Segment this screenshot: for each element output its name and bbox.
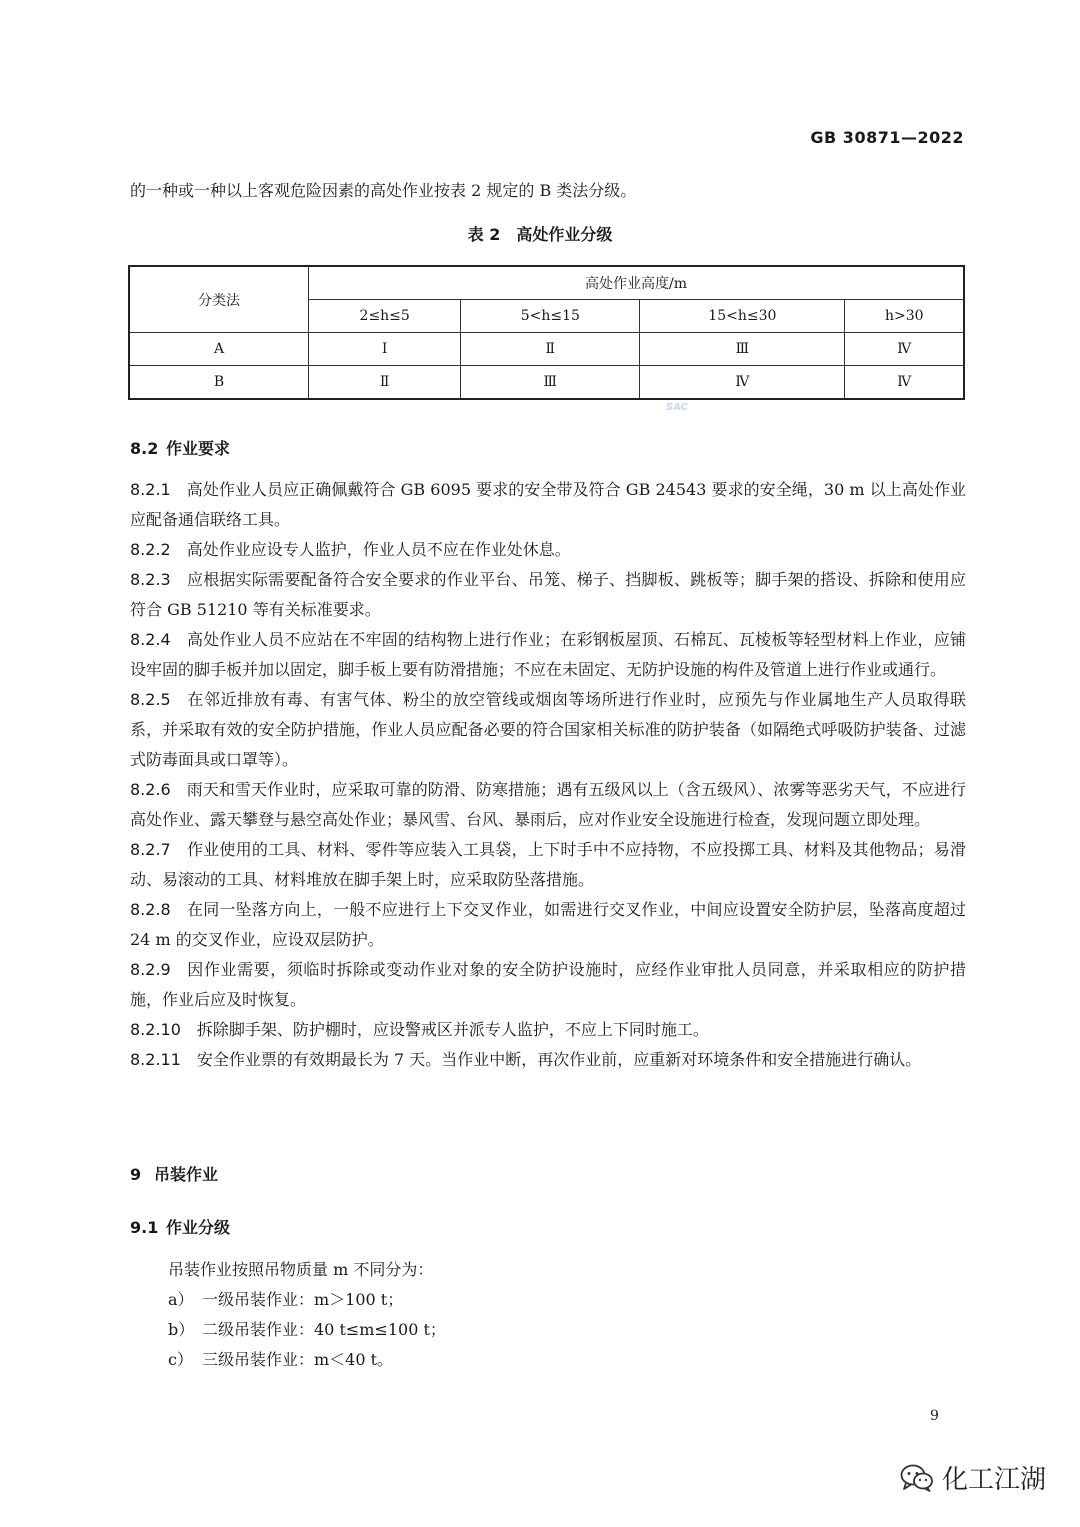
grade-cell: Ⅲ	[640, 333, 845, 366]
clause-text: 在同一坠落方向上，一般不应进行上下交叉作业，如需进行交叉作业，中间应设置安全防护层，坠落高度超过 24 m 的交叉作业，应设双层防护。	[130, 900, 966, 949]
section-number: 8.2	[130, 439, 159, 458]
clause-item	[130, 625, 966, 685]
clause-text: 因作业需要，须临时拆除或变动作业对象的安全防护设施时，应经作业审批人员同意，并采取相应的防护措施，作业后应及时恢复。	[130, 960, 966, 1009]
table-row	[129, 333, 964, 366]
clause-item	[130, 835, 966, 895]
clause-number: 8.2.7	[130, 840, 171, 859]
item-marker: a）	[168, 1290, 194, 1309]
grade-cell: Ⅳ	[845, 366, 964, 400]
clause-item	[130, 775, 966, 835]
grade-cell: Ⅳ	[845, 333, 964, 366]
section-title: 吊装作业	[154, 1165, 219, 1184]
section-9-heading	[130, 1162, 218, 1185]
clause-number: 8.2.8	[130, 900, 171, 919]
clause-number: 8.2.9	[130, 960, 171, 979]
clause-text: 拆除脚手架、防护棚时，应设警戒区并派专人监护，不应上下同时施工。	[196, 1020, 709, 1039]
section-number: 9	[130, 1165, 142, 1184]
row-label: B	[129, 366, 309, 400]
section-title: 作业分级	[166, 1218, 231, 1237]
clause-item	[130, 1015, 966, 1045]
list-item	[168, 1285, 968, 1315]
wechat-icon	[900, 1464, 934, 1492]
work-at-height-grade-table	[128, 265, 965, 400]
clause-text: 雨天和雪天作业时，应采取可靠的防滑、防寒措施；遇有五级风以上（含五级风）、浓雾等恶劣天气，不应进行高处作业、露天攀登与悬空高处作业；暴风雪、台风、暴雨后，应对作业安全设施进行检查，发现问题立即处理。	[130, 780, 966, 829]
clause-item	[130, 955, 966, 1015]
group-header-cell: 高处作业高度/m	[309, 266, 965, 300]
clause-number: 8.2.10	[130, 1020, 181, 1039]
table-header-row	[129, 266, 964, 300]
clause-item	[130, 475, 966, 535]
clause-text: 应根据实际需要配备符合安全要求的作业平台、吊笼、梯子、挡脚板、跳板等；脚手架的搭设、拆除和使用应符合 GB 51210 等有关标准要求。	[130, 570, 966, 619]
clause-item	[130, 1045, 966, 1075]
clause-number: 8.2.2	[130, 540, 171, 559]
clause-number: 8.2.5	[130, 690, 171, 709]
standard-number: GB 30871—2022	[810, 128, 964, 147]
column-header: 15<h≤30	[640, 300, 845, 333]
wechat-account-name: 化工江湖	[942, 1465, 1047, 1495]
section-number: 9.1	[130, 1218, 159, 1237]
clause-item	[130, 895, 966, 955]
sac-watermark: SAC	[666, 402, 688, 413]
list-lead: 吊装作业按照吊物质量 m 不同分为：	[168, 1260, 434, 1279]
grade-cell: Ⅰ	[309, 333, 461, 366]
list-item	[168, 1345, 968, 1375]
grade-cell: Ⅲ	[461, 366, 640, 400]
item-text: 三级吊装作业：m＜40 t。	[202, 1350, 394, 1369]
section-8-2-heading	[130, 436, 230, 459]
grade-cell: Ⅱ	[461, 333, 640, 366]
grade-cell: Ⅳ	[640, 366, 845, 400]
clause-number: 8.2.11	[130, 1050, 181, 1069]
lifting-grade-list	[168, 1255, 968, 1375]
clause-number: 8.2.1	[130, 480, 171, 499]
wechat-account-tag	[900, 1459, 1046, 1496]
grade-cell: Ⅱ	[309, 366, 461, 400]
clause-number: 8.2.6	[130, 780, 171, 799]
clause-text: 安全作业票的有效期最长为 7 天。当作业中断，再次作业前，应重新对环境条件和安全措施进行确认。	[196, 1050, 922, 1069]
clause-number: 8.2.4	[130, 630, 171, 649]
clause-text: 作业使用的工具、材料、零件等应装入工具袋，上下时手中不应持物，不应投掷工具、材料及其他物品；易滑动、易滚动的工具、材料堆放在脚手架上时，应采取防坠落措施。	[130, 840, 966, 889]
page-number: 9	[930, 1408, 939, 1424]
clause-text: 在邻近排放有毒、有害气体、粉尘的放空管线或烟囱等场所进行作业时，应预先与作业属地生产人员取得联系，并采取有效的安全防护措施，作业人员应配备必要的符合国家相关标准的防护装备（如隔绝式呼吸防护装备、过滤式防毒面具或口罩等）。	[130, 690, 966, 769]
clause-list	[130, 475, 966, 1075]
table-row	[129, 366, 964, 400]
section-title: 作业要求	[166, 439, 231, 458]
section-9-1-heading	[130, 1215, 230, 1238]
clause-text: 高处作业应设专人监护，作业人员不应在作业处休息。	[186, 540, 571, 559]
table-title: 表 2 高处作业分级	[467, 225, 613, 244]
intro-text: 的一种或一种以上客观危险因素的高处作业按表 2 规定的 B 类法分级。	[130, 181, 637, 200]
clause-text: 高处作业人员不应站在不牢固的结构物上进行作业；在彩钢板屋顶、石棉瓦、瓦棱板等轻型材料上作业，应铺设牢固的脚手板并加以固定，脚手板上要有防滑措施；不应在未固定、无防护设施的构件及管道上进行作业或通行。	[130, 630, 966, 679]
item-marker: b）	[168, 1320, 195, 1339]
row-header-cell: 分类法	[129, 266, 309, 333]
clause-item	[130, 565, 966, 625]
clause-number: 8.2.3	[130, 570, 171, 589]
item-text: 一级吊装作业：m＞100 t；	[202, 1290, 404, 1309]
row-label: A	[129, 333, 309, 366]
item-marker: c）	[168, 1350, 193, 1369]
list-item	[168, 1315, 968, 1345]
clause-item	[130, 685, 966, 775]
column-header: 5<h≤15	[461, 300, 640, 333]
column-header: 2≤h≤5	[309, 300, 461, 333]
column-header: h>30	[845, 300, 964, 333]
item-text: 二级吊装作业：40 t≤m≤100 t；	[202, 1320, 446, 1339]
clause-text: 高处作业人员应正确佩戴符合 GB 6095 要求的安全带及符合 GB 24543 要求的安全绳，30 m 以上高处作业应配备通信联络工具。	[130, 480, 966, 529]
clause-item	[130, 535, 966, 565]
